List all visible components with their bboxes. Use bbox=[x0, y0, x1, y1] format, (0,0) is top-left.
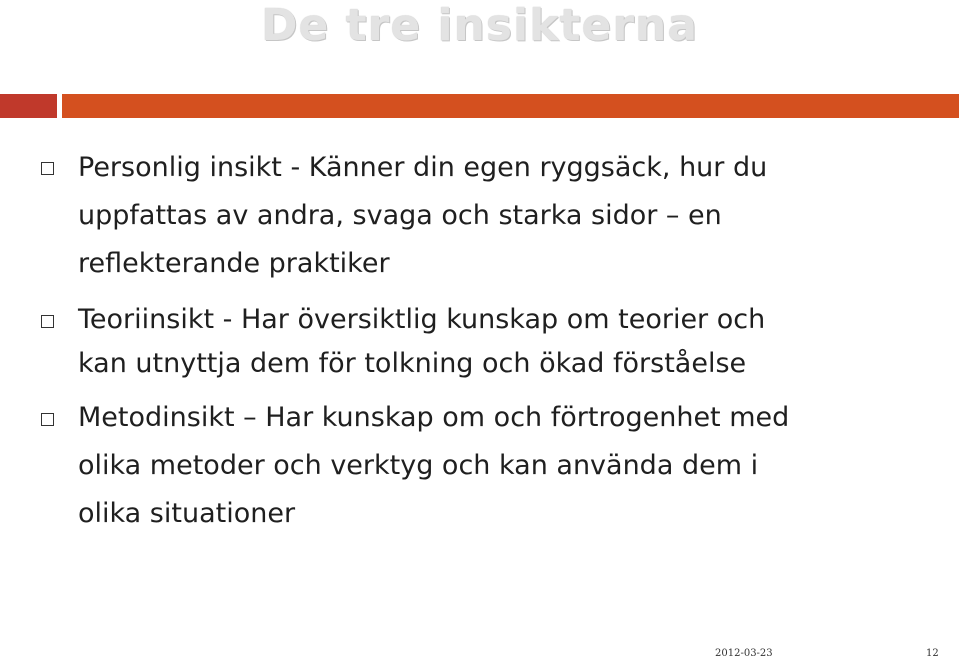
bullet-line: Personlig insikt - Känner din egen ryggsäck, hur du bbox=[78, 152, 768, 183]
square-bullet-icon bbox=[41, 162, 54, 175]
footer-date: 2012-03-23 bbox=[715, 648, 773, 659]
page-number: 12 bbox=[926, 648, 939, 659]
bullet-line: uppfattas av andra, svaga och starka sidor – en bbox=[78, 200, 722, 231]
bullet-line: kan utnyttja dem för tolkning och ökad förståelse bbox=[78, 348, 747, 379]
slide-title: De tre insikterna bbox=[260, 0, 699, 51]
square-bullet-icon bbox=[41, 413, 54, 426]
bullet-line: olika situationer bbox=[78, 498, 296, 529]
bullet-line: reflekterande praktiker bbox=[78, 248, 390, 279]
bullet-line: olika metoder och verktyg och kan använda dem i bbox=[78, 450, 759, 481]
bullet-line: Metodinsikt – Har kunskap om och förtrogenhet med bbox=[78, 402, 790, 433]
square-bullet-icon bbox=[41, 315, 54, 328]
bullet-line: Teoriinsikt - Har översiktlig kunskap om teorier och bbox=[78, 304, 766, 335]
